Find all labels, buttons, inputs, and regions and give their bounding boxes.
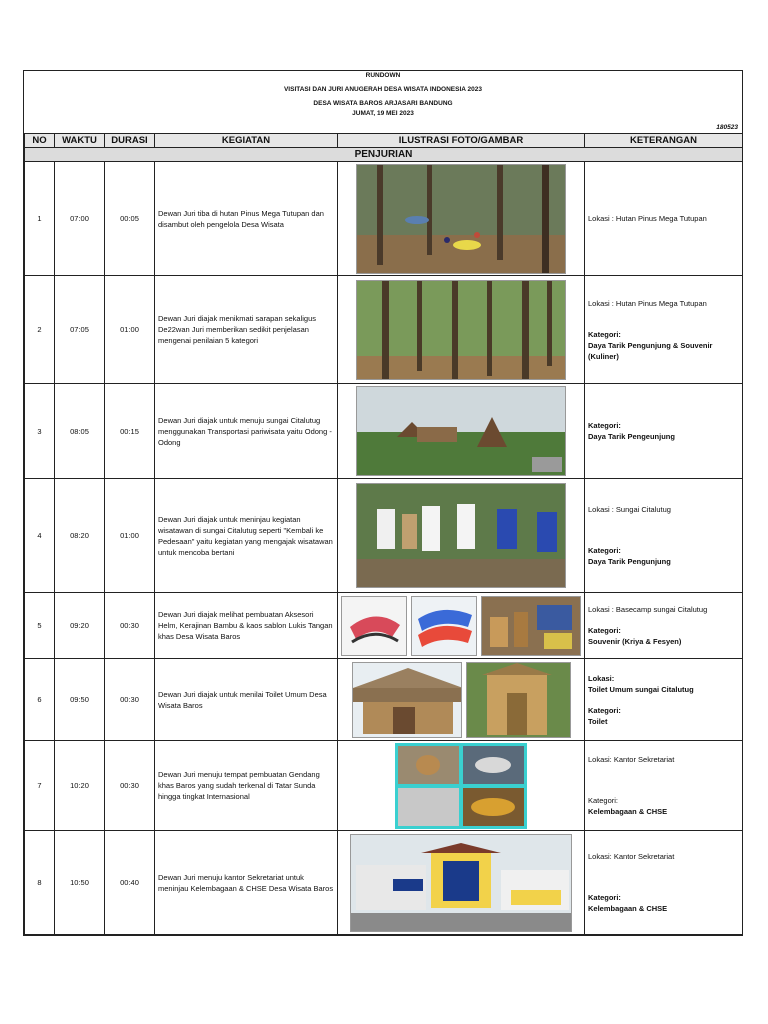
cell-ilustrasi (338, 384, 585, 479)
cell-durasi: 01:00 (105, 276, 155, 384)
cell-keterangan (585, 479, 743, 593)
table-row (25, 741, 743, 831)
cell-ilustrasi (338, 593, 585, 659)
col-header-no: NO (25, 134, 55, 148)
cell-durasi: 00:15 (105, 384, 155, 479)
cell-no: 2 (25, 276, 55, 384)
keterangan-kategori: Daya Tarik Pengunjung & Souvenir (Kuliner) (588, 340, 713, 361)
thatched-toilet-photo (352, 662, 462, 738)
colored-visors-photo (411, 596, 477, 656)
keterangan-lokasi-label: Lokasi: (588, 673, 615, 683)
jury-walking-photo (356, 483, 566, 588)
helmet-visor-photo (341, 596, 407, 656)
cell-waktu: 09:50 (55, 659, 105, 741)
cell-kegiatan: Dewan Juri diajak menikmati sarapan sekaligus De22wan Juri memberikan sedikit penjelasan mengenai penilaian 5 kategori (155, 276, 338, 384)
bamboo-crafts-photo (481, 596, 581, 656)
keterangan-lokasi: Lokasi : Hutan Pinus Mega Tutupan (588, 214, 707, 223)
cell-no: 6 (25, 659, 55, 741)
cell-kegiatan: Dewan Juri menuju kantor Sekretariat untuk meninjau Kelembagaan & CHSE Desa Wisata Baros (155, 831, 338, 935)
cell-keterangan (585, 659, 743, 741)
section-row (25, 148, 743, 162)
cell-durasi: 00:30 (105, 593, 155, 659)
cell-waktu: 10:20 (55, 741, 105, 831)
keterangan-kategori-label: Kategori: (588, 705, 621, 715)
cell-waktu: 07:00 (55, 162, 105, 276)
col-header-durasi: DURASI (105, 134, 155, 148)
table-row (25, 162, 743, 276)
table-row (25, 276, 743, 384)
doc-heading-rundown: RUNDOWN (365, 72, 401, 79)
cell-ilustrasi (338, 659, 585, 741)
cell-waktu: 08:05 (55, 384, 105, 479)
keterangan-kategori: Toilet (588, 716, 608, 726)
cell-durasi: 00:30 (105, 741, 155, 831)
col-header-ilustrasi: ILUSTRASI FOTO/GAMBAR (338, 134, 585, 148)
drum-making-collage-photo (395, 743, 527, 829)
bamboo-toilet-photo (466, 662, 571, 738)
keterangan-lokasi: Lokasi: Kantor Sekretariat (588, 852, 675, 861)
col-header-kegiatan: KEGIATAN (155, 134, 338, 148)
cell-durasi: 00:40 (105, 831, 155, 935)
keterangan-lokasi: Lokasi : Basecamp sungai Citalutug (588, 605, 708, 614)
doc-heading-village: DESA WISATA BAROS ARJASARI BANDUNG (313, 100, 453, 107)
doc-heading-date: JUMAT, 19 MEI 2023 (352, 110, 414, 117)
pine-forest-photo (356, 280, 566, 380)
keterangan-kategori-label: Kategori: (588, 796, 619, 805)
keterangan-lokasi: Lokasi : Sungai Citalutug (588, 505, 671, 514)
riverside-huts-photo (356, 386, 566, 476)
cell-kegiatan: Dewan Juri menuju tempat pembuatan Gendang khas Baros yang sudah terkenal di Tatar Sunda hingga tingkat Internasional (155, 741, 338, 831)
cell-kegiatan: Dewan Juri diajak melihat pembuatan Aksesori Helm, Kerajinan Bambu & kaos sablon Lukis Tangan khas Desa Wisata Baros (155, 593, 338, 659)
cell-no: 1 (25, 162, 55, 276)
keterangan-kategori-label: Kategori: (588, 626, 621, 635)
table-row (25, 831, 743, 935)
col-header-waktu: WAKTU (55, 134, 105, 148)
table-header-row (25, 134, 743, 148)
col-header-keterangan: KETERANGAN (585, 134, 743, 148)
cell-ilustrasi (338, 831, 585, 935)
cell-no: 5 (25, 593, 55, 659)
keterangan-kategori: Souvenir (Kriya & Fesyen) (588, 637, 682, 646)
section-title: PENJURIAN (25, 148, 743, 162)
cell-waktu: 09:20 (55, 593, 105, 659)
cell-durasi: 00:30 (105, 659, 155, 741)
cell-keterangan (585, 741, 743, 831)
keterangan-kategori-label: Kategori: (588, 329, 621, 339)
cell-durasi: 00:05 (105, 162, 155, 276)
keterangan-lokasi-detail: Toilet Umum sungai Citalutug (588, 684, 694, 694)
keterangan-kategori: Daya Tarik Pengunjung (588, 557, 671, 566)
cell-keterangan (585, 162, 743, 276)
keterangan-lokasi: Lokasi: Kantor Sekretariat (588, 755, 675, 764)
table-row (25, 479, 743, 593)
cell-no: 8 (25, 831, 55, 935)
keterangan-kategori: Daya Tarik Pengeunjung (588, 432, 675, 441)
cell-keterangan (585, 593, 743, 659)
cell-kegiatan: Dewan Juri tiba di hutan Pinus Mega Tutupan dan disambut oleh pengelola Desa Wisata (155, 162, 338, 276)
cell-kegiatan: Dewan Juri diajak untuk menilai Toilet Umum Desa Wisata Baros (155, 659, 338, 741)
secretariat-office-photo (350, 834, 572, 932)
table-row (25, 659, 743, 741)
cell-no: 7 (25, 741, 55, 831)
cell-keterangan (585, 384, 743, 479)
cell-waktu: 10:50 (55, 831, 105, 935)
keterangan-kategori: Kelembagaan & CHSE (588, 904, 668, 913)
keterangan-kategori: Kelembagaan & CHSE (588, 807, 668, 816)
cell-ilustrasi (338, 276, 585, 384)
doc-heading-event: VISITASI DAN JURI ANUGERAH DESA WISATA INDONESIA 2023 (283, 86, 483, 93)
cell-waktu: 07:05 (55, 276, 105, 384)
cell-no: 4 (25, 479, 55, 593)
cell-ilustrasi (338, 162, 585, 276)
cell-ilustrasi (338, 741, 585, 831)
pine-forest-gathering-photo (356, 164, 566, 274)
table-row (25, 593, 743, 659)
cell-durasi: 01:00 (105, 479, 155, 593)
rundown-table (24, 133, 743, 935)
keterangan-lokasi: Lokasi : Hutan Pinus Mega Tutupan (588, 298, 707, 308)
rundown-sheet (23, 70, 743, 936)
cell-kegiatan: Dewan Juri diajak untuk menuju sungai Citalutug menggunakan Transportasi pariwisata yaitu Odong - Odong (155, 384, 338, 479)
cell-keterangan (585, 276, 743, 384)
doc-number: 180523 (716, 124, 738, 131)
cell-ilustrasi (338, 479, 585, 593)
cell-waktu: 08:20 (55, 479, 105, 593)
cell-no: 3 (25, 384, 55, 479)
cell-kegiatan: Dewan Juri diajak untuk meninjau kegiatan wisatawan di sungai Citalutug seperti "Kembali ke Pedesaan" yaitu kegiatan yang mengajak wisatawan untuk mencoba bertani (155, 479, 338, 593)
table-row (25, 384, 743, 479)
keterangan-kategori-label: Kategori: (588, 893, 621, 902)
cell-keterangan (585, 831, 743, 935)
keterangan-kategori-label: Kategori: (588, 421, 621, 430)
keterangan-kategori-label: Kategori: (588, 546, 621, 555)
